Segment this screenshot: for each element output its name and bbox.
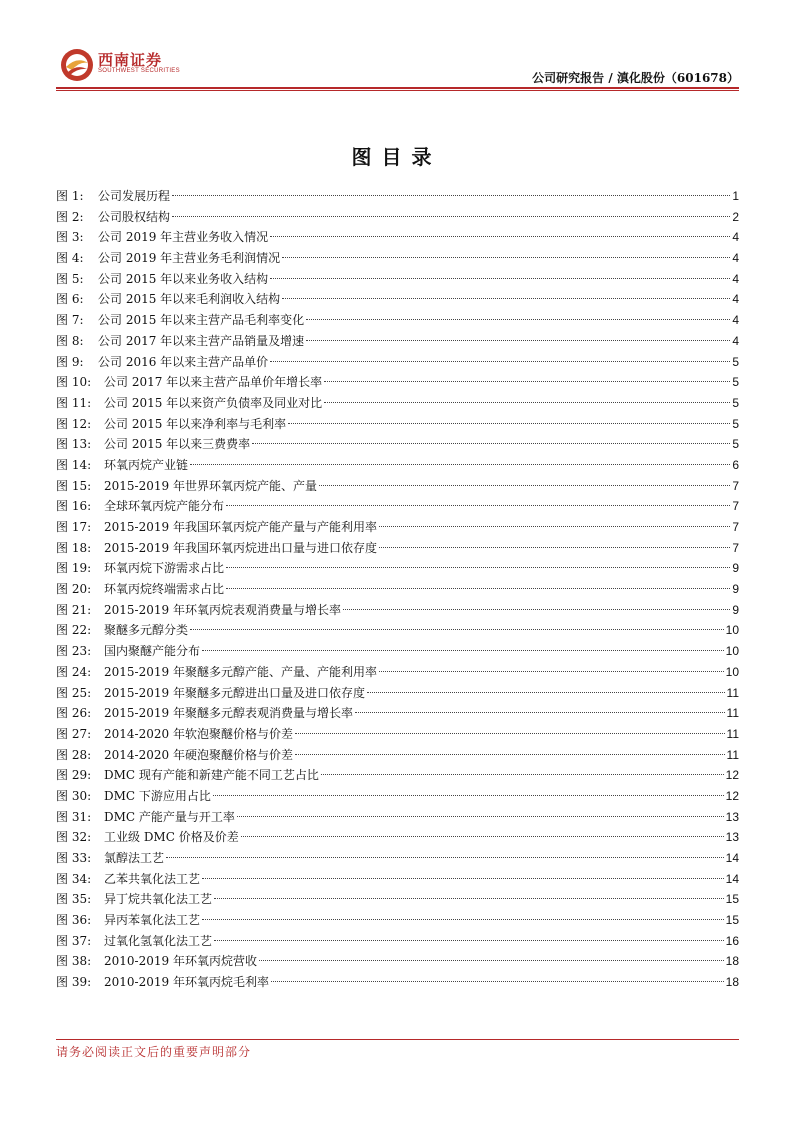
toc-item-page: 7: [732, 520, 739, 534]
toc-item-page: 16: [725, 933, 739, 948]
toc-item-page: 5: [732, 437, 739, 452]
toc-item-number: 图 9:: [56, 354, 84, 369]
toc-item[interactable]: [56, 786, 739, 807]
toc-leader-dots: [379, 670, 724, 672]
toc-leader-dots: [343, 608, 730, 610]
toc-item-page: 9: [732, 561, 739, 576]
toc-item-number: 图 11:: [56, 395, 92, 410]
toc-item-number: 图 18:: [56, 540, 92, 555]
toc-leader-dots: [226, 504, 730, 506]
toc-item-label: 工业级 DMC 价格及价差: [104, 830, 239, 845]
toc-leader-dots: [282, 297, 730, 299]
toc-item[interactable]: [56, 827, 739, 848]
toc-item[interactable]: [56, 414, 739, 435]
toc-item-page: 4: [732, 271, 739, 286]
toc-item[interactable]: [56, 931, 739, 952]
toc-item[interactable]: [56, 455, 739, 476]
toc-leader-dots: [237, 815, 724, 817]
toc-item-page: 11: [726, 747, 739, 762]
toc-item-number: 图 1:: [56, 189, 84, 203]
toc-item-number: 图 25:: [56, 685, 92, 700]
toc-item-page: 14: [725, 871, 739, 886]
toc-leader-dots: [226, 587, 730, 589]
toc-leader-dots: [270, 360, 730, 362]
toc-item-label: 环氧丙烷下游需求占比: [104, 561, 225, 576]
toc-item-number: 图 16:: [56, 499, 92, 514]
toc-item-number: 图 20:: [56, 582, 92, 597]
brand-name-en: SOUTHWEST SECURITIES: [98, 68, 180, 74]
toc-item-label: 过氧化氢氧化法工艺: [104, 933, 213, 948]
toc-item[interactable]: [56, 889, 739, 910]
header-divider-thin: [56, 90, 739, 91]
toc-item-label: 公司 2019 年主营业务收入情况: [98, 230, 269, 245]
toc-leader-dots: [319, 484, 730, 486]
toc-leader-dots: [172, 215, 730, 217]
toc-item-page: 11: [726, 706, 739, 721]
toc-leader-dots: [202, 918, 724, 920]
toc-item-label: 公司 2015 年以来净利率与毛利率: [104, 416, 287, 431]
toc-item-page: 5: [732, 354, 739, 369]
footer-divider: [56, 1039, 739, 1040]
toc-leader-dots: [166, 856, 724, 858]
toc-item-number: 图 24:: [56, 664, 92, 679]
toc-item-page: 15: [725, 892, 739, 907]
toc-item-page: 5: [732, 375, 739, 390]
toc-item-number: 图 22:: [56, 623, 92, 638]
toc-item-page: 9: [732, 602, 739, 617]
toc-item[interactable]: [56, 538, 739, 559]
toc-leader-dots: [252, 442, 730, 444]
toc-item-page: 5: [732, 416, 739, 431]
toc-item[interactable]: [56, 227, 739, 248]
toc-item[interactable]: [56, 558, 739, 579]
toc-item-page: 4: [732, 292, 739, 307]
toc-leader-dots: [379, 525, 730, 527]
toc-item[interactable]: [56, 393, 739, 414]
toc-item[interactable]: [56, 600, 739, 621]
toc-item[interactable]: [56, 269, 739, 290]
toc-leader-dots: [214, 939, 724, 941]
page-header: [56, 38, 739, 90]
toc-item[interactable]: [56, 703, 739, 724]
toc-item-label: 2015-2019 年聚醚多元醇进出口量及进口依存度: [104, 685, 365, 700]
toc-leader-dots: [172, 194, 730, 196]
toc-item-number: 图 8:: [56, 333, 84, 348]
toc-item[interactable]: [56, 248, 739, 269]
header-divider: [56, 87, 739, 89]
toc-item-label: 环氧丙烷终端需求占比: [104, 582, 225, 597]
toc-item-label: 公司 2016 年以来主营产品单价: [98, 354, 269, 369]
toc-item[interactable]: [56, 476, 739, 497]
toc-item-number: 图 14:: [56, 457, 92, 472]
toc-item-number: 图 33:: [56, 851, 92, 865]
toc-item-label: 公司 2015 年以来主营产品毛利率变化: [98, 313, 305, 328]
toc-item-number: 图 28:: [56, 747, 92, 762]
toc-item[interactable]: [56, 869, 739, 890]
toc-item[interactable]: [56, 641, 739, 662]
toc-item-label: 公司股权结构: [98, 209, 171, 224]
toc-item[interactable]: [56, 662, 739, 683]
toc-item-label: 2014-2020 年软泡聚醚价格与价差: [104, 726, 293, 741]
toc-item-label: 2010-2019 年环氧丙烷营收: [104, 954, 257, 969]
page-title: 图目录: [351, 145, 442, 169]
toc-item-page: 10: [725, 644, 739, 659]
toc-leader-dots: [367, 691, 725, 693]
toc-item-number: 图 12:: [56, 416, 92, 431]
toc-item-page: 10: [725, 623, 739, 638]
toc-item[interactable]: [56, 765, 739, 786]
toc-item-label: 公司 2015 年以来业务收入结构: [98, 271, 269, 286]
toc-item-number: 图 10:: [56, 375, 92, 390]
toc-item-page: 15: [725, 913, 739, 928]
toc-item[interactable]: [56, 910, 739, 931]
toc-item[interactable]: [56, 517, 739, 538]
toc-item-number: 图 21:: [56, 602, 92, 617]
toc-leader-dots: [355, 711, 725, 713]
toc-item-number: 图 2:: [56, 209, 84, 224]
figure-list: [56, 186, 739, 993]
toc-item[interactable]: [56, 724, 739, 745]
toc-item[interactable]: [56, 579, 739, 600]
toc-item-label: 公司 2015 年以来资产负债率及同业对比: [104, 395, 323, 410]
toc-item[interactable]: [56, 807, 739, 828]
toc-item-page: 2: [732, 209, 739, 224]
toc-leader-dots: [202, 649, 724, 651]
toc-item[interactable]: [56, 745, 739, 766]
toc-item-label: 2015-2019 年我国环氧丙烷进出口量与进口依存度: [104, 540, 377, 555]
toc-item-number: 图 30:: [56, 788, 92, 803]
toc-item-label: 公司 2017 年以来主营产品销量及增速: [98, 333, 305, 348]
toc-item[interactable]: [56, 972, 739, 993]
toc-item-label: 公司发展历程: [98, 189, 171, 203]
toc-item-label: 2015-2019 年环氧丙烷表观消费量与增长率: [104, 602, 341, 617]
toc-leader-dots: [241, 835, 724, 837]
toc-item-number: 图 5:: [56, 271, 84, 286]
toc-item-number: 图 35:: [56, 892, 92, 907]
toc-item-label: 公司 2017 年以来主营产品单价年增长率: [104, 375, 323, 390]
toc-item-label: 2010-2019 年环氧丙烷毛利率: [104, 975, 269, 990]
toc-item-page: 18: [725, 954, 739, 969]
footer-disclaimer: 请务必阅读正文后的重要声明部分: [56, 1045, 252, 1059]
toc-leader-dots: [282, 256, 730, 258]
toc-item-number: 图 34:: [56, 871, 92, 886]
toc-item-number: 图 31:: [56, 809, 92, 824]
toc-leader-dots: [214, 897, 724, 899]
toc-leader-dots: [295, 732, 725, 734]
toc-item-label: 2015-2019 年世界环氧丙烷产能、产量: [104, 478, 317, 493]
toc-leader-dots: [295, 753, 725, 755]
toc-item[interactable]: [56, 848, 739, 869]
toc-item-label: 2015-2019 年聚醚多元醇产能、产量、产能利用率: [104, 664, 377, 679]
toc-leader-dots: [288, 422, 730, 424]
toc-leader-dots: [226, 566, 730, 568]
toc-item-number: 图 27:: [56, 726, 92, 741]
toc-item-label: 异丙苯氧化法工艺: [104, 913, 201, 928]
toc-item-page: 12: [725, 788, 739, 803]
toc-item-page: 4: [732, 230, 739, 245]
toc-item-label: 全球环氧丙烷产能分布: [104, 499, 225, 514]
toc-item-page: 1: [732, 189, 739, 203]
toc-item-page: 10: [725, 664, 739, 679]
toc-item-page: 18: [725, 975, 739, 990]
toc-item-page: 4: [732, 251, 739, 266]
toc-item[interactable]: [56, 496, 739, 517]
toc-leader-dots: [324, 401, 730, 403]
toc-item[interactable]: [56, 352, 739, 373]
toc-item[interactable]: [56, 951, 739, 972]
toc-leader-dots: [190, 628, 724, 630]
toc-item-page: 12: [725, 768, 739, 783]
toc-item-page: 11: [726, 685, 739, 700]
toc-leader-dots: [379, 546, 730, 548]
toc-leader-dots: [259, 959, 724, 961]
toc-item-label: 公司 2015 年以来毛利润收入结构: [98, 292, 281, 307]
toc-item-number: 图 7:: [56, 313, 84, 328]
toc-item-label: 乙苯共氧化法工艺: [104, 871, 201, 886]
toc-item-page: 6: [732, 457, 739, 472]
brand-name: 西南证券: [98, 51, 163, 69]
toc-item-label: 国内聚醚产能分布: [104, 644, 201, 659]
toc-item-number: 图 6:: [56, 292, 84, 307]
toc-item-number: 图 3:: [56, 230, 84, 245]
toc-leader-dots: [324, 380, 730, 382]
toc-item[interactable]: [56, 434, 739, 455]
toc-item-number: 图 29:: [56, 768, 92, 783]
toc-item-page: 11: [726, 726, 739, 741]
toc-item-number: 图 39:: [56, 975, 92, 990]
toc-item[interactable]: [56, 683, 739, 704]
toc-item-number: 图 26:: [56, 706, 92, 721]
toc-item-number: 图 23:: [56, 644, 92, 659]
toc-item[interactable]: [56, 331, 739, 352]
toc-item-page: 4: [732, 333, 739, 348]
toc-item-label: DMC 下游应用占比: [104, 788, 211, 803]
toc-item-label: 环氧丙烷产业链: [104, 457, 189, 472]
toc-item-label: 公司 2019 年主营业务毛利润情况: [98, 251, 281, 266]
toc-item-page: 7: [732, 499, 739, 514]
toc-item-label: 公司 2015 年以来三费费率: [104, 437, 251, 452]
toc-item-number: 图 37:: [56, 933, 92, 948]
toc-leader-dots: [306, 318, 730, 320]
toc-item-label: 氯醇法工艺: [104, 851, 165, 865]
toc-item-number: 图 38:: [56, 954, 92, 969]
toc-leader-dots: [213, 794, 724, 796]
toc-item-label: 聚醚多元醇分类: [104, 623, 189, 638]
toc-item[interactable]: [56, 310, 739, 331]
report-title: 公司研究报告 / 滇化股份（601678）: [532, 71, 739, 85]
toc-leader-dots: [306, 339, 730, 341]
toc-leader-dots: [270, 277, 730, 279]
toc-item[interactable]: [56, 620, 739, 641]
toc-item-number: 图 19:: [56, 561, 92, 576]
toc-item[interactable]: [56, 207, 739, 228]
toc-item-page: 5: [732, 395, 739, 410]
toc-item-label: DMC 产能产量与开工率: [104, 809, 235, 824]
toc-item-label: 2015-2019 年聚醚多元醇表观消费量与增长率: [104, 706, 353, 721]
toc-item-number: 图 4:: [56, 251, 84, 266]
toc-item[interactable]: [56, 372, 739, 393]
toc-item[interactable]: [56, 186, 739, 207]
toc-item-number: 图 17:: [56, 520, 92, 534]
company-logo-icon: [60, 48, 94, 82]
toc-item-number: 图 32:: [56, 830, 92, 845]
toc-item-page: 13: [725, 809, 739, 824]
toc-item-number: 图 36:: [56, 913, 92, 928]
toc-leader-dots: [202, 877, 724, 879]
toc-leader-dots: [321, 773, 724, 775]
toc-item-page: 7: [732, 540, 739, 555]
toc-item-number: 图 15:: [56, 478, 92, 493]
toc-item-page: 7: [732, 478, 739, 493]
toc-item-label: DMC 现有产能和新建产能不同工艺占比: [104, 768, 319, 783]
toc-leader-dots: [271, 980, 724, 982]
toc-item[interactable]: [56, 289, 739, 310]
toc-leader-dots: [270, 235, 730, 237]
toc-item-page: 13: [725, 830, 739, 845]
toc-leader-dots: [190, 463, 730, 465]
toc-item-page: 14: [725, 851, 739, 865]
toc-item-label: 异丁烷共氧化法工艺: [104, 892, 213, 907]
toc-item-page: 9: [732, 582, 739, 597]
toc-item-label: 2014-2020 年硬泡聚醚价格与价差: [104, 747, 293, 762]
toc-item-page: 4: [732, 313, 739, 328]
toc-item-number: 图 13:: [56, 437, 92, 452]
toc-item-label: 2015-2019 年我国环氧丙烷产能产量与产能利用率: [104, 520, 377, 534]
